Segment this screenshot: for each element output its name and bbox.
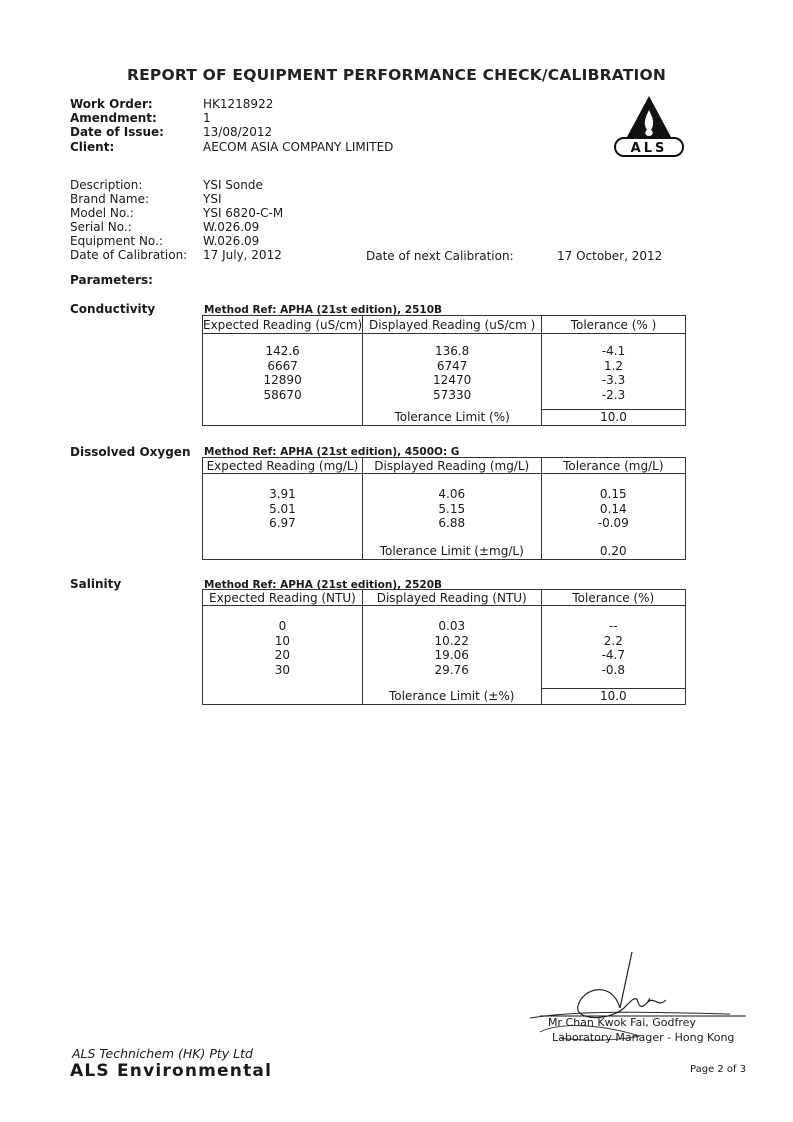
serial-value: W.026.09	[203, 220, 260, 234]
client-value: AECOM ASIA COMPANY LIMITED	[203, 140, 394, 154]
work-order-value: HK1218922	[203, 97, 274, 111]
tolerance-limit-label: Tolerance Limit (%)	[363, 410, 542, 426]
signatory-name: Mr Chan Kwok Fai, Godfrey	[548, 1016, 696, 1029]
displayed-values: 4.06 5.15 6.88	[362, 474, 541, 544]
next-calibration-value: 17 October, 2012	[557, 249, 663, 263]
tolerance-limit-label: Tolerance Limit (±%)	[362, 689, 541, 705]
dissolved-oxygen-table	[202, 457, 686, 560]
salinity-method: Method Ref: APHA (21st edition), 2520B	[204, 579, 443, 591]
dissolved-oxygen-method: Method Ref: APHA (21st edition), 4500O: G	[204, 446, 460, 458]
tolerance-limit-value: 10.0	[542, 410, 686, 426]
equipment-no-label: Equipment No.:	[70, 234, 163, 248]
date-of-issue-value: 13/08/2012	[203, 125, 273, 139]
client-label: Client:	[70, 140, 115, 154]
header-displayed: Displayed Reading (uS/cm )	[363, 316, 542, 334]
tolerance-values: -- 2.2 -4.7 -0.8	[541, 606, 685, 689]
expected-values: 0 10 20 30	[203, 606, 363, 689]
tolerance-values: 0.15 0.14 -0.09	[541, 474, 685, 544]
equipment-no-value: W.026.09	[203, 234, 260, 248]
dissolved-oxygen-label: Dissolved Oxygen	[70, 445, 191, 459]
logo-text: ALS	[630, 141, 668, 156]
header-tolerance: Tolerance (mg/L)	[541, 458, 685, 474]
displayed-values: 0.03 10.22 19.06 29.76	[362, 606, 541, 689]
expected-values: 142.6 6667 12890 58670	[203, 334, 363, 410]
header-tolerance: Tolerance (% )	[542, 316, 686, 334]
conductivity-label: Conductivity	[70, 302, 156, 316]
signatory-title: Laboratory Manager - Hong Kong	[552, 1031, 735, 1044]
tolerance-limit-label: Tolerance Limit (±mg/L)	[362, 544, 541, 560]
als-logo	[614, 94, 684, 158]
model-value: YSI 6820-C-M	[203, 206, 284, 220]
footer-company: ALS Technichem (HK) Pty Ltd	[72, 1046, 253, 1061]
brand-value: YSI	[203, 192, 222, 206]
tolerance-limit-value: 0.20	[541, 544, 685, 560]
table-row	[203, 474, 686, 544]
salinity-table	[202, 589, 686, 705]
parameters-label: Parameters:	[70, 273, 153, 287]
model-label: Model No.:	[70, 206, 134, 220]
page-number: Page 2 of 3	[690, 1064, 747, 1075]
header-expected: Expected Reading (uS/cm)	[203, 317, 363, 332]
table-row	[203, 334, 686, 410]
tolerance-values: -4.1 1.2 -3.3 -2.3	[542, 334, 686, 410]
work-order-label: Work Order:	[70, 97, 153, 111]
header-displayed: Displayed Reading (NTU)	[362, 590, 541, 606]
amendment-value: 1	[203, 111, 211, 125]
next-calibration-label: Date of next Calibration:	[366, 249, 514, 263]
conductivity-method: Method Ref: APHA (21st edition), 2510B	[204, 304, 443, 316]
header-expected: Expected Reading (mg/L)	[203, 458, 363, 474]
description-label: Description:	[70, 178, 143, 192]
amendment-label: Amendment:	[70, 111, 157, 125]
report-title: REPORT OF EQUIPMENT PERFORMANCE CHECK/CALIBRATION	[126, 66, 667, 84]
conductivity-table	[202, 315, 686, 426]
header-expected: Expected Reading (NTU)	[203, 590, 363, 606]
tolerance-limit-value: 10.0	[541, 689, 685, 705]
salinity-label: Salinity	[70, 577, 122, 591]
calibration-date-value: 17 July, 2012	[203, 248, 282, 262]
header-displayed: Displayed Reading (mg/L)	[362, 458, 541, 474]
brand-label: Brand Name:	[70, 192, 150, 206]
table-row	[203, 606, 686, 689]
date-of-issue-label: Date of Issue:	[70, 125, 164, 139]
serial-label: Serial No.:	[70, 220, 132, 234]
expected-values: 3.91 5.01 6.97	[203, 474, 363, 544]
description-value: YSI Sonde	[203, 178, 263, 192]
footer-brand: ALS Environmental	[70, 1061, 273, 1081]
calibration-date-label: Date of Calibration:	[70, 248, 188, 262]
displayed-values: 136.8 6747 12470 57330	[363, 334, 542, 410]
header-tolerance: Tolerance (%)	[541, 590, 685, 606]
